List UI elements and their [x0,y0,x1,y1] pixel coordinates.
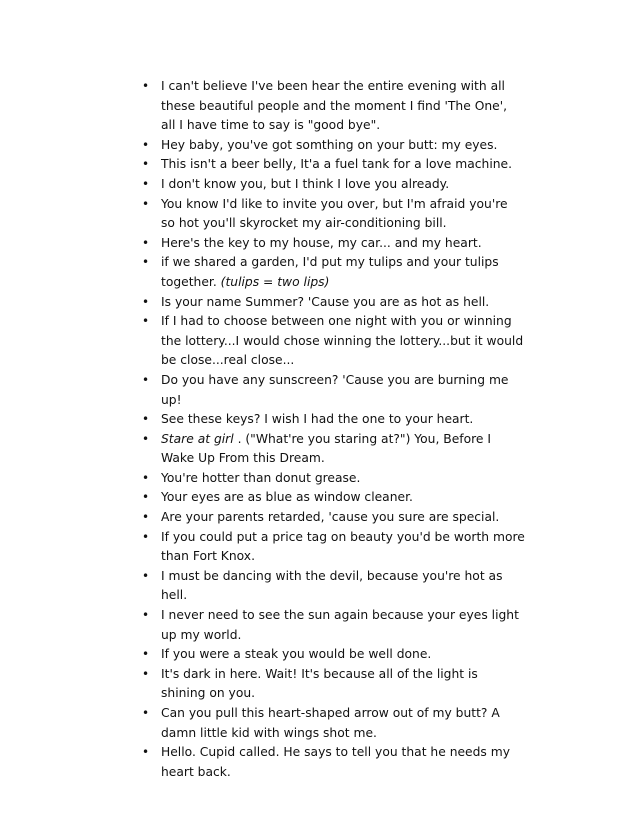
bullet-icon: • [142,196,150,211]
bullet-icon: • [142,157,150,172]
list-item [140,430,525,469]
list-item-italic-note: (tulips = two lips) [220,274,330,289]
list-item [140,312,525,371]
bullet-icon: • [142,79,150,93]
list-item-text: Do you have any sunscreen? 'Cause you are burning me up! [161,372,509,407]
list-item [140,606,525,645]
list-item [140,665,525,704]
bullet-icon: • [142,568,150,583]
bullet-icon: • [142,510,150,525]
list-item-text: See these keys? I wish I had the one to your heart. [161,412,474,427]
bullet-icon: • [142,706,150,720]
list-item [140,410,525,430]
list-item [140,195,525,234]
list-item-text: Can you pull this heart-shaped arrow out of my butt? A damn little kid with wings shot me. [161,706,500,740]
list-item [140,175,525,195]
pickup-lines-list [140,77,525,782]
bullet-icon: • [142,666,150,681]
list-item [140,528,525,567]
bullet-icon: • [142,412,150,427]
list-item-text: . ("What're you staring at?") You, Before I Wake Up From this Dream. [161,431,492,466]
list-item [140,567,525,606]
bullet-icon: • [142,372,150,387]
bullet-icon: • [142,137,150,152]
list-item-text: Are your parents retarded, 'cause you sure are special. [161,510,500,525]
bullet-icon: • [142,608,150,623]
bullet-icon: • [142,431,150,446]
bullet-icon: • [142,294,150,309]
bullet-icon: • [142,470,150,485]
list-item [140,488,525,508]
bullet-icon: • [142,176,150,191]
bullet-icon: • [142,255,150,270]
list-item-text: I must be dancing with the devil, because you're hot as hell. [161,568,503,603]
list-item [140,645,525,665]
list-item [140,253,525,292]
list-item-text: I don't know you, but I think I love you already. [161,176,450,191]
list-item-text: Your eyes are as blue as window cleaner. [161,490,413,505]
list-item-text: It's dark in here. Wait! It's because all of the light is shining on you. [161,666,478,701]
list-item-text: You're hotter than donut grease. [161,470,361,485]
list-item-text: Is your name Summer? 'Cause you are as hot as hell. [161,294,490,309]
list-item [140,371,525,410]
list-item [140,293,525,313]
bullet-icon: • [142,745,150,760]
list-item [140,136,525,156]
list-item-text: If I had to choose between one night with you or winning the lottery...I would chose winning the lottery...but it would be close...real close... [161,314,524,368]
list-item [140,704,525,743]
list-item-text: I never need to see the sun again because your eyes light up my world. [161,608,519,642]
bullet-icon: • [142,647,150,662]
bullet-icon: • [142,490,150,505]
list-item [140,469,525,489]
list-item [140,743,525,782]
list-item [140,234,525,254]
list-item [140,155,525,175]
bullet-icon: • [142,235,150,250]
list-item-text: If you were a steak you would be well done. [161,647,432,662]
list-item-text: Hey baby, you've got somthing on your butt: my eyes. [161,137,498,152]
list-item-text: If you could put a price tag on beauty you'd be worth more than Fort Knox. [161,529,525,564]
list-item-text: This isn't a beer belly, It'a a fuel tank for a love machine. [161,157,513,172]
list-item-text: Here's the key to my house, my car... and my heart. [161,235,482,250]
bullet-icon: • [142,314,150,329]
bullet-icon: • [142,529,150,544]
list-item [140,77,525,136]
list-item-italic-lead: Stare at girl [161,431,234,446]
list-item-text: Hello. Cupid called. He says to tell you that he needs my heart back. [161,745,510,779]
list-item-text: I can't believe I've been hear the entire evening with all these beautiful people and the moment I find 'The One', all I have time to say is "good bye". [161,79,508,133]
list-item-text: if we shared a garden, I'd put my tulips and your tulips together. [161,255,499,289]
list-item-text: You know I'd like to invite you over, but I'm afraid you're so hot you'll skyrocket my air-conditioning bill. [161,196,508,231]
list-item [140,508,525,528]
